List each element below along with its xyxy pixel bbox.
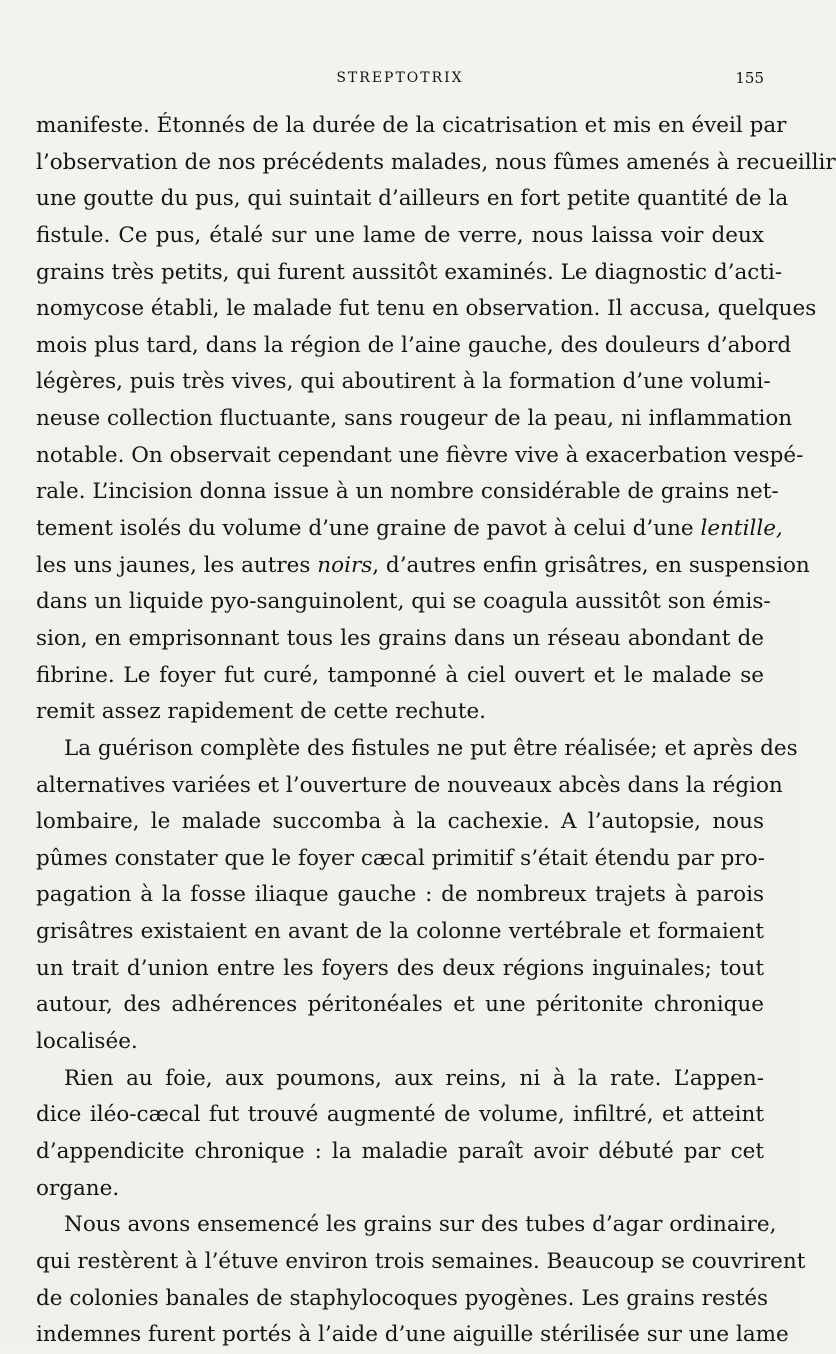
text-line: un trait d’union entre les foyers des deux régions inguinales; tout: [36, 955, 764, 981]
text-line: grisâtres existaient en avant de la colonne vertébrale et formaient: [36, 919, 764, 945]
text-line: pûmes constater que le foyer cæcal primitif s’était étendu par pro-: [36, 845, 765, 871]
paragraph-3: [36, 1061, 764, 1208]
text-line: indemnes furent portés à l’aide d’une aiguille stérilisée sur une lame: [36, 1322, 789, 1348]
text-line: La guérison complète des fistules ne put être réalisée; et après des: [64, 735, 798, 761]
text-segment: les uns jaunes, les autres: [36, 552, 318, 578]
text-line: mois plus tard, dans la région de l’aine gauche, des douleurs d’abord: [36, 332, 792, 358]
text-line: l’observation de nos précédents malades, nous fûmes amenés à recueillir: [36, 149, 836, 175]
text-line: dice iléo-cæcal fut trouvé augmenté de volume, infiltré, et atteint: [36, 1102, 764, 1128]
text-line: de colonies banales de staphylocoques pyogènes. Les grains restés: [36, 1285, 769, 1311]
text-line: alternatives variées et l’ouverture de nouveaux abcès dans la région: [36, 772, 783, 798]
italic-word: noirs: [317, 552, 373, 578]
text-line: [36, 511, 783, 548]
text-line: d’appendicite chronique : la maladie paraît avoir débuté par cet: [36, 1138, 764, 1164]
italic-word: lentille,: [700, 516, 783, 542]
page-number: 155: [735, 69, 764, 87]
text-line: Rien au foie, aux poumons, aux reins, ni à la rate. L’appen-: [64, 1065, 764, 1091]
text-line: rale. L’incision donna issue à un nombre considérable de grains net-: [36, 479, 779, 505]
text-line: dans un liquide pyo-sanguinolent, qui se coagula aussitôt son émis-: [36, 589, 771, 615]
paragraph-2: [36, 731, 798, 1061]
text-segment: tement isolés du volume d’une graine de pavot à celui d’une: [36, 516, 701, 542]
text-line: [36, 548, 810, 585]
text-line: fistule. Ce pus, étalé sur une lame de verre, nous laissa voir deux: [36, 222, 764, 248]
text-line: qui restèrent à l’étuve environ trois semaines. Beaucoup se couvrirent: [36, 1248, 806, 1274]
body-text: [36, 108, 836, 1354]
running-title: STREPTOTRIX: [336, 70, 464, 86]
text-line: sion, en emprisonnant tous les grains dans un réseau abondant de: [36, 625, 764, 651]
text-line: fibrine. Le foyer fut curé, tamponné à ciel ouvert et le malade se: [36, 662, 764, 688]
text-line: Nous avons ensemencé les grains sur des tubes d’agar ordinaire,: [64, 1212, 777, 1238]
text-line: remit assez rapidement de cette rechute.: [36, 699, 487, 725]
running-head: [36, 66, 764, 90]
text-line: nomycose établi, le malade fut tenu en observation. Il accusa, quelques: [36, 296, 817, 322]
text-line: organe.: [36, 1175, 120, 1201]
text-line: notable. On observait cependant une fièvre vive à exacerbation vespé-: [36, 442, 804, 468]
text-segment: , d’autres enfin grisâtres, en suspension: [372, 552, 810, 578]
text-line: une goutte du pus, qui suintait d’ailleurs en fort petite quantité de la: [36, 186, 789, 212]
text-line: pagation à la fosse iliaque gauche : de nombreux trajets à parois: [36, 882, 764, 908]
text-line: légères, puis très vives, qui aboutirent à la formation d’une volumi-: [36, 369, 771, 395]
text-line: neuse collection fluctuante, sans rougeur de la peau, ni inflammation: [36, 406, 793, 432]
text-line: grains très petits, qui furent aussitôt examinés. Le diagnostic d’acti-: [36, 259, 783, 285]
text-line: lombaire, le malade succomba à la cachexie. A l’autopsie, nous: [36, 809, 764, 835]
text-line: localisée.: [36, 1029, 138, 1055]
text-line: manifeste. Étonnés de la durée de la cicatrisation et mis en éveil par: [36, 113, 787, 138]
paragraph-4: [36, 1207, 806, 1354]
paragraph-1: [36, 108, 836, 731]
text-line: autour, des adhérences péritonéales et une péritonite chronique: [36, 992, 764, 1018]
